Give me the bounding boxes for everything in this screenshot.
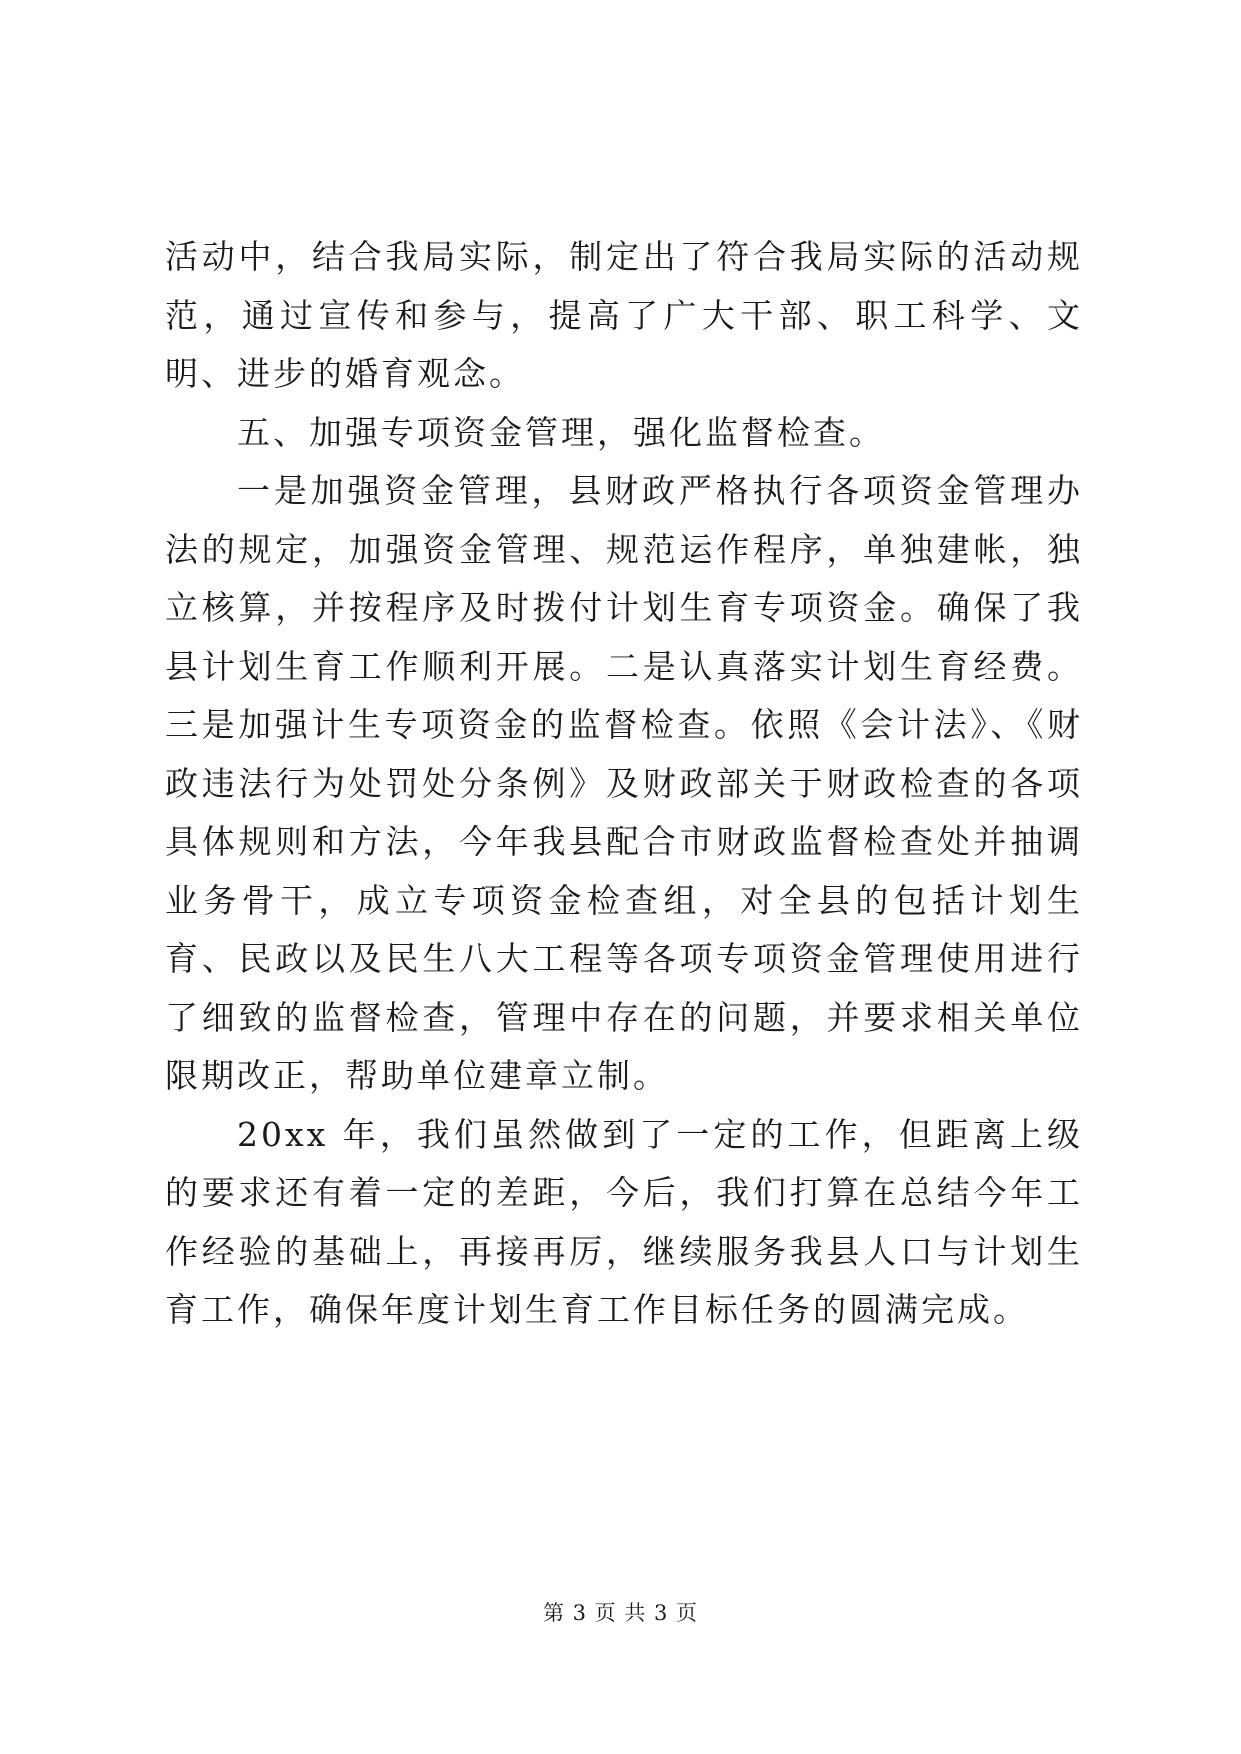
document-body (165, 228, 1083, 1340)
section-heading-five: 五、加强专项资金管理，强化监督检查。 (237, 412, 885, 452)
paragraph-continuation: 活动中，结合我局实际，制定出了符合我局实际的活动规范，通过宣传和参与，提高了广大干部、职工科学、文明、进步的婚育观念。 (165, 237, 1083, 393)
paragraph-conclusion: 20xx 年，我们虽然做到了一定的工作，但距离上级的要求还有着一定的差距，今后，我们打算在总结今年工作经验的基础上，再接再厉，继续服务我县人口与计划生育工作，确保年度计划生育工作目标任务的圆满完成。 (165, 1114, 1083, 1329)
paragraph-fund-management: 一是加强资金管理，县财政严格执行各项资金管理办法的规定，加强资金管理、规范运作程序，单独建帐，独立核算，并按程序及时拨付计划生育专项资金。确保了我县计划生育工作顺利开展。二是认真落实计划生育经费。三是加强计生专项资金的监督检查。依照《会计法》、《财政违法行为处罚处分条例》及财政部关于财政检查的各项具体规则和方法，今年我县配合市财政监督检查处并抽调业务骨干，成立专项资金检查组，对全县的包括计划生育、民政以及民生八大工程等各项专项资金管理使用进行了细致的监督检查，管理中存在的问题，并要求相关单位限期改正，帮助单位建章立制。 (165, 471, 1083, 1095)
page-number-footer: 第 3 页 共 3 页 (542, 1601, 699, 1625)
